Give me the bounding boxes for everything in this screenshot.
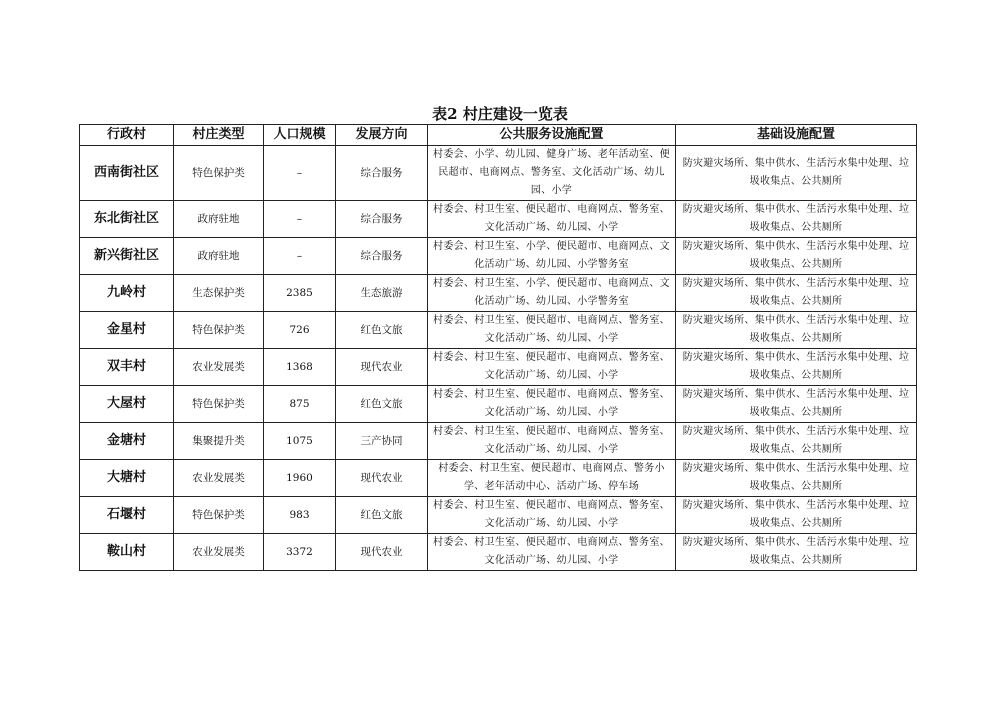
cell-public-services: 村委会、小学、幼儿园、健身广场、老年活动室、便民超市、电商网点、警务室、文化活动广场、幼儿园、小学 (428, 146, 676, 201)
table-row (80, 201, 917, 238)
village-construction-table (79, 124, 917, 571)
cell-village-type: 政府驻地 (174, 201, 264, 238)
cell-infrastructure: 防灾避灾场所、集中供水、生活污水集中处理、垃圾收集点、公共厕所 (676, 275, 917, 312)
cell-infrastructure: 防灾避灾场所、集中供水、生活污水集中处理、垃圾收集点、公共厕所 (676, 238, 917, 275)
cell-population: 875 (264, 386, 336, 423)
cell-infrastructure: 防灾避灾场所、集中供水、生活污水集中处理、垃圾收集点、公共厕所 (676, 312, 917, 349)
cell-population: – (264, 201, 336, 238)
cell-development-direction: 现代农业 (336, 349, 428, 386)
cell-village-name: 金星村 (80, 312, 174, 349)
cell-village-type: 生态保护类 (174, 275, 264, 312)
header-direction: 发展方向 (336, 125, 428, 146)
cell-population: 726 (264, 312, 336, 349)
header-village: 行政村 (80, 125, 174, 146)
cell-population: 983 (264, 497, 336, 534)
cell-village-name: 大屋村 (80, 386, 174, 423)
cell-infrastructure: 防灾避灾场所、集中供水、生活污水集中处理、垃圾收集点、公共厕所 (676, 146, 917, 201)
cell-village-name: 九岭村 (80, 275, 174, 312)
cell-public-services: 村委会、村卫生室、便民超市、电商网点、警务室、文化活动广场、幼儿园、小学 (428, 201, 676, 238)
cell-development-direction: 三产协同 (336, 423, 428, 460)
cell-development-direction: 综合服务 (336, 146, 428, 201)
cell-village-type: 特色保护类 (174, 497, 264, 534)
cell-development-direction: 红色文旅 (336, 497, 428, 534)
cell-infrastructure: 防灾避灾场所、集中供水、生活污水集中处理、垃圾收集点、公共厕所 (676, 497, 917, 534)
cell-population: – (264, 146, 336, 201)
cell-population: 1368 (264, 349, 336, 386)
cell-public-services: 村委会、村卫生室、便民超市、电商网点、警务室、文化活动广场、幼儿园、小学 (428, 534, 676, 571)
cell-village-name: 金塘村 (80, 423, 174, 460)
cell-infrastructure: 防灾避灾场所、集中供水、生活污水集中处理、垃圾收集点、公共厕所 (676, 201, 917, 238)
table-title: 表2 村庄建设一览表 (432, 105, 568, 123)
cell-village-name: 石堰村 (80, 497, 174, 534)
cell-village-type: 政府驻地 (174, 238, 264, 275)
cell-village-type: 农业发展类 (174, 460, 264, 497)
table-row (80, 349, 917, 386)
cell-public-services: 村委会、村卫生室、便民超市、电商网点、警务室、文化活动广场、幼儿园、小学 (428, 349, 676, 386)
table-row (80, 534, 917, 571)
cell-development-direction: 现代农业 (336, 534, 428, 571)
table-row (80, 460, 917, 497)
header-row (80, 125, 917, 146)
cell-development-direction: 现代农业 (336, 460, 428, 497)
cell-infrastructure: 防灾避灾场所、集中供水、生活污水集中处理、垃圾收集点、公共厕所 (676, 386, 917, 423)
cell-infrastructure: 防灾避灾场所、集中供水、生活污水集中处理、垃圾收集点、公共厕所 (676, 349, 917, 386)
cell-infrastructure: 防灾避灾场所、集中供水、生活污水集中处理、垃圾收集点、公共厕所 (676, 423, 917, 460)
table-row (80, 238, 917, 275)
cell-development-direction: 红色文旅 (336, 312, 428, 349)
cell-development-direction: 生态旅游 (336, 275, 428, 312)
header-population: 人口规模 (264, 125, 336, 146)
cell-village-name: 新兴街社区 (80, 238, 174, 275)
cell-public-services: 村委会、村卫生室、便民超市、电商网点、警务小学、老年活动中心、活动广场、停车场 (428, 460, 676, 497)
cell-village-name: 大塘村 (80, 460, 174, 497)
cell-village-name: 西南街社区 (80, 146, 174, 201)
cell-population: 1960 (264, 460, 336, 497)
table-row (80, 146, 917, 201)
cell-development-direction: 红色文旅 (336, 386, 428, 423)
cell-development-direction: 综合服务 (336, 238, 428, 275)
header-infrastructure: 基础设施配置 (676, 125, 917, 146)
cell-village-type: 特色保护类 (174, 386, 264, 423)
header-services: 公共服务设施配置 (428, 125, 676, 146)
table-row (80, 423, 917, 460)
cell-population: 1075 (264, 423, 336, 460)
cell-village-type: 特色保护类 (174, 146, 264, 201)
cell-village-name: 双丰村 (80, 349, 174, 386)
cell-development-direction: 综合服务 (336, 201, 428, 238)
cell-public-services: 村委会、村卫生室、小学、便民超市、电商网点、文化活动广场、幼儿园、小学警务室 (428, 275, 676, 312)
cell-population: 3372 (264, 534, 336, 571)
cell-village-type: 集聚提升类 (174, 423, 264, 460)
cell-village-type: 特色保护类 (174, 312, 264, 349)
cell-infrastructure: 防灾避灾场所、集中供水、生活污水集中处理、垃圾收集点、公共厕所 (676, 460, 917, 497)
cell-village-name: 东北街社区 (80, 201, 174, 238)
cell-village-name: 鞍山村 (80, 534, 174, 571)
cell-public-services: 村委会、村卫生室、便民超市、电商网点、警务室、文化活动广场、幼儿园、小学 (428, 497, 676, 534)
cell-public-services: 村委会、村卫生室、便民超市、电商网点、警务室、文化活动广场、幼儿园、小学 (428, 386, 676, 423)
cell-population: 2385 (264, 275, 336, 312)
cell-public-services: 村委会、村卫生室、便民超市、电商网点、警务室、文化活动广场、幼儿园、小学 (428, 423, 676, 460)
cell-village-type: 农业发展类 (174, 349, 264, 386)
table-row (80, 275, 917, 312)
header-type: 村庄类型 (174, 125, 264, 146)
cell-population: – (264, 238, 336, 275)
table-row (80, 497, 917, 534)
cell-public-services: 村委会、村卫生室、小学、便民超市、电商网点、文化活动广场、幼儿园、小学警务室 (428, 238, 676, 275)
table-row (80, 386, 917, 423)
table-row (80, 312, 917, 349)
cell-village-type: 农业发展类 (174, 534, 264, 571)
cell-public-services: 村委会、村卫生室、便民超市、电商网点、警务室、文化活动广场、幼儿园、小学 (428, 312, 676, 349)
cell-infrastructure: 防灾避灾场所、集中供水、生活污水集中处理、垃圾收集点、公共厕所 (676, 534, 917, 571)
